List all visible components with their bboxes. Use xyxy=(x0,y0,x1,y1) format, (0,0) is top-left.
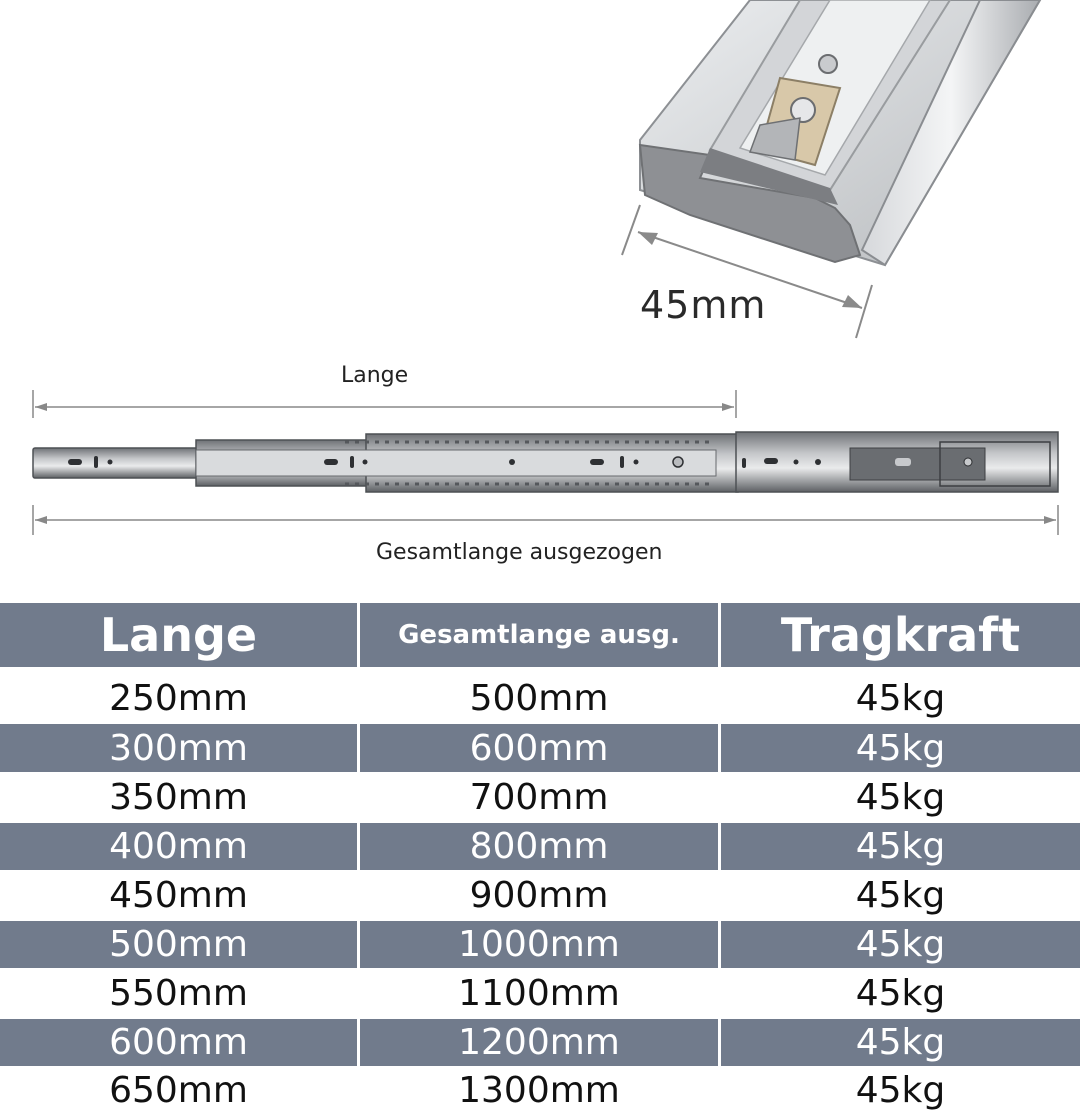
cell-load-capacity: 45kg xyxy=(855,677,946,719)
table-row xyxy=(0,1067,1080,1113)
cell-total-length: 1100mm xyxy=(458,973,620,1014)
cell-length: 400mm xyxy=(0,823,357,870)
cell-length: 550mm xyxy=(109,973,248,1014)
cell-load-capacity: 45kg xyxy=(721,724,1080,772)
total-length-dimension-label: Gesamtlange ausgezogen xyxy=(376,540,663,565)
spec-table xyxy=(0,603,1080,1113)
header-total-length: Gesamtlange ausg. xyxy=(360,603,718,667)
cell-length: 650mm xyxy=(109,1069,248,1111)
header-load-capacity: Tragkraft xyxy=(721,603,1080,667)
length-dimension-label: Lange xyxy=(341,363,409,388)
table-row xyxy=(0,673,1080,723)
cell-length: 450mm xyxy=(109,875,248,916)
cell-length: 600mm xyxy=(0,1019,357,1066)
table-row xyxy=(0,871,1080,920)
cell-total-length: 500mm xyxy=(469,677,609,719)
cell-load-capacity: 45kg xyxy=(855,875,946,916)
cell-load-capacity: 45kg xyxy=(721,823,1080,870)
cell-total-length: 800mm xyxy=(360,823,718,870)
table-row xyxy=(0,773,1080,822)
cell-total-length: 1300mm xyxy=(458,1069,620,1111)
cell-load-capacity: 45kg xyxy=(721,921,1080,968)
table-header-row xyxy=(0,603,1080,667)
cell-load-capacity: 45kg xyxy=(721,1019,1080,1066)
cell-total-length: 600mm xyxy=(360,724,718,772)
cell-length: 250mm xyxy=(109,677,248,719)
table-row xyxy=(0,969,1080,1018)
cell-length: 500mm xyxy=(0,921,357,968)
cell-load-capacity: 45kg xyxy=(855,973,946,1014)
table-row xyxy=(0,921,1080,968)
cell-load-capacity: 45kg xyxy=(855,777,946,818)
width-dimension-label: 45mm xyxy=(640,283,767,327)
cell-total-length: 1000mm xyxy=(360,921,718,968)
cell-total-length: 1200mm xyxy=(360,1019,718,1066)
cell-total-length: 700mm xyxy=(469,777,609,818)
cell-total-length: 900mm xyxy=(469,875,609,916)
table-row xyxy=(0,1019,1080,1066)
cell-length: 300mm xyxy=(0,724,357,772)
header-length: Lange xyxy=(0,603,357,667)
cell-load-capacity: 45kg xyxy=(855,1069,946,1111)
table-row xyxy=(0,823,1080,870)
cell-length: 350mm xyxy=(109,777,248,818)
table-row xyxy=(0,724,1080,772)
